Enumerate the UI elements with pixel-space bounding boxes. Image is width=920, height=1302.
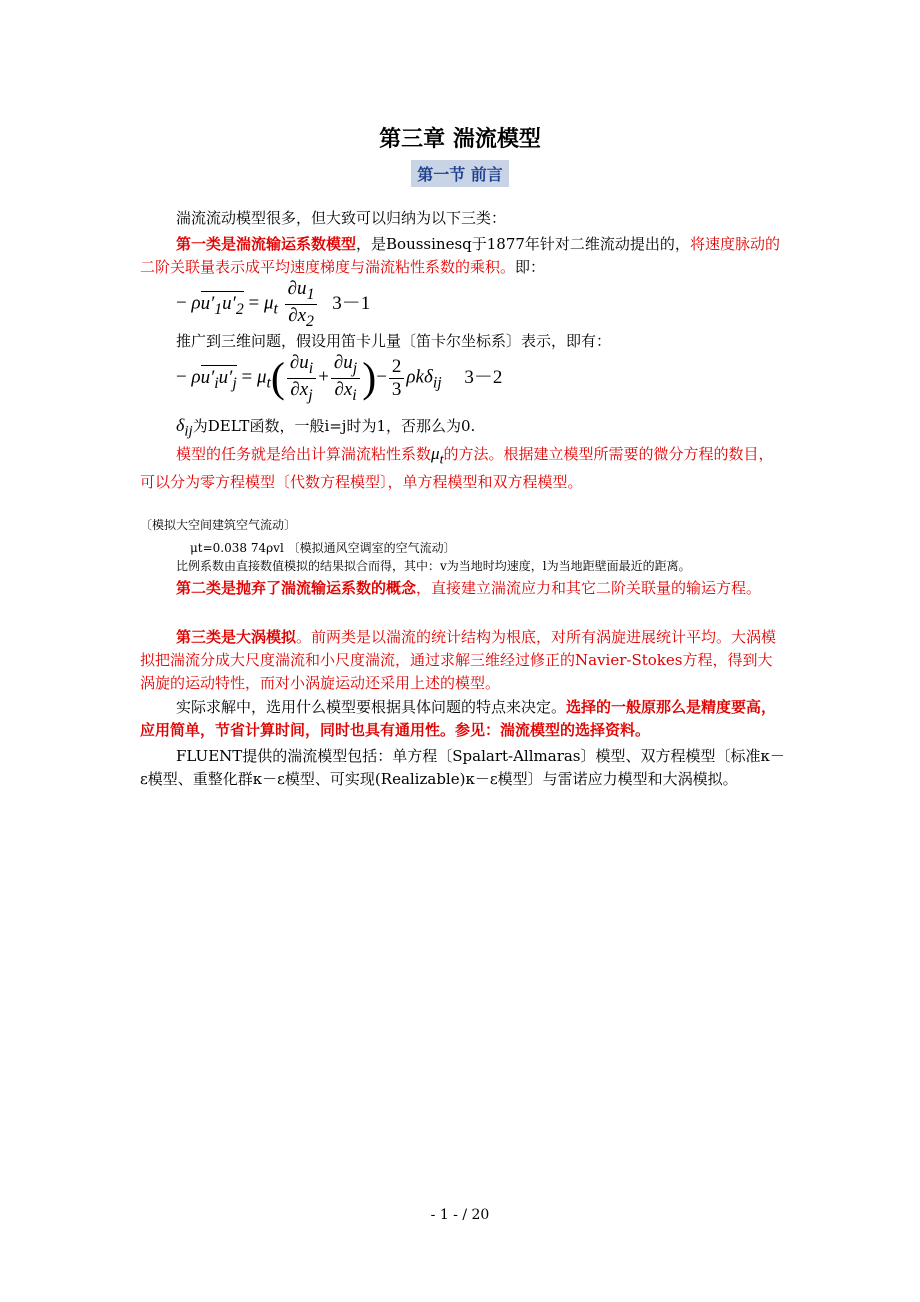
category-2-paragraph bbox=[140, 577, 785, 600]
equation-3-2-label: 3－2 bbox=[464, 366, 503, 388]
page-number: - 1 - / 20 bbox=[430, 1207, 490, 1223]
model-task-paragraph: 模型的任务就是给出计算湍流粘性系数$\mu_t$的方法。根据建立模型所需要的微分方程的数目，可以分为零方程模型〔代数方程模型〕，单方程模型和双方程模型。 bbox=[140, 444, 774, 492]
category-2-heading: 第二类是抛弃了湍流输运系数的概念 bbox=[176, 579, 417, 597]
category-1-text: ，是Boussinesq于1877年针对二维流动提出的， bbox=[356, 235, 690, 253]
category-1-red-text: 将速度脉动的二阶关联量表示成平均速度梯度与湍流粘性系数的乘积。 bbox=[140, 235, 780, 276]
category-2-text: ，直接建立湍流应力和其它二阶关联量的输运方程。 bbox=[416, 579, 762, 597]
practice-text: 实际求解中，选用什么模型要根据具体问题的特点来决定。 bbox=[176, 698, 567, 716]
delta-text: 为DELT函数，一般i=j时为1，否那么为0. bbox=[192, 417, 476, 435]
section-heading: 第一节 前言 bbox=[411, 160, 509, 187]
category-1-heading: 第一类是湍流输运系数模型 bbox=[176, 235, 357, 253]
note-large-space: 〔模拟大空间建筑空气流动〕 bbox=[140, 518, 297, 532]
category-3-text: 。前两类是以湍流的统计结构为根底，对所有涡旋进展统计平均。大涡模拟把湍流分成大尺度湍流和小尺度湍流，通过求解三维经过修正的Navier-Stokes方程，得到大涡旋的运动特性，而对小涡旋运动还采用上述的模型。 bbox=[140, 628, 777, 692]
chapter-title: 第三章 湍流模型 bbox=[379, 127, 541, 152]
note-coefficient: 比例系数由直接数值模拟的结果拟合而得，其中：v为当地时均速度，l为当地距壁面最近的距离。 bbox=[176, 559, 691, 573]
category-1-paragraph bbox=[140, 233, 785, 279]
category-3-heading: 第三类是大涡模拟 bbox=[176, 628, 297, 646]
equation-3-2: − $\rho u'_iu'_j = \mu_t$( $\frac{\partial u_i}{\partial x_j}$ + $\frac{\partial u_j}{\partial x_i}$ )− $\frac{2}{3}$ ρkδ$_{ij}$ 3－2 bbox=[176, 352, 503, 404]
model-task-text-b: 的方法。根据建立模型所需要的微分方程的数目，可以分为零方程模型〔代数方程模型〕，单方程模型和双方程模型。 bbox=[140, 445, 774, 492]
delta-paragraph: $\delta_{ij}$为DELT函数，一般i=j时为1，否那么为0. bbox=[176, 415, 476, 440]
intro-paragraph: 湍流流动模型很多，但大致可以归纳为以下三类： bbox=[176, 209, 507, 227]
fluent-paragraph: FLUENT提供的湍流模型包括：单方程〔Spalart-Allmaras〕模型、双方程模型〔标准κ－ε模型、重整化群κ－ε模型、可实现(Realizable)κ－ε模型〕与雷诺应力模型和大涡模拟。 bbox=[140, 747, 785, 788]
note-formula: μt=0.038 74ρvl 〔模拟通风空调室的空气流动〕 bbox=[190, 541, 456, 555]
practice-paragraph bbox=[140, 696, 785, 742]
generalize-paragraph: 推广到三维问题，假设用笛卡儿量〔笛卡尔坐标系〕表示，即有： bbox=[176, 332, 612, 350]
model-task-text-a: 模型的任务就是给出计算湍流粘性系数 bbox=[176, 445, 432, 463]
equation-3-1-label: 3－1 bbox=[332, 292, 371, 314]
category-1-tail: 即： bbox=[515, 258, 546, 276]
equation-3-1: − $\rho u'_1u'_2 = \mu_t$ $\frac{\partial u_1}{\partial x_2}$ 3－1 bbox=[176, 278, 371, 330]
section-heading-wrap bbox=[0, 160, 920, 187]
category-3-paragraph bbox=[140, 626, 785, 695]
practice-principle: 选择的一般原那么是精度要高，应用简单，节省计算时间，同时也具有通用性。参见：湍流模型的选择资料。 bbox=[140, 698, 777, 739]
